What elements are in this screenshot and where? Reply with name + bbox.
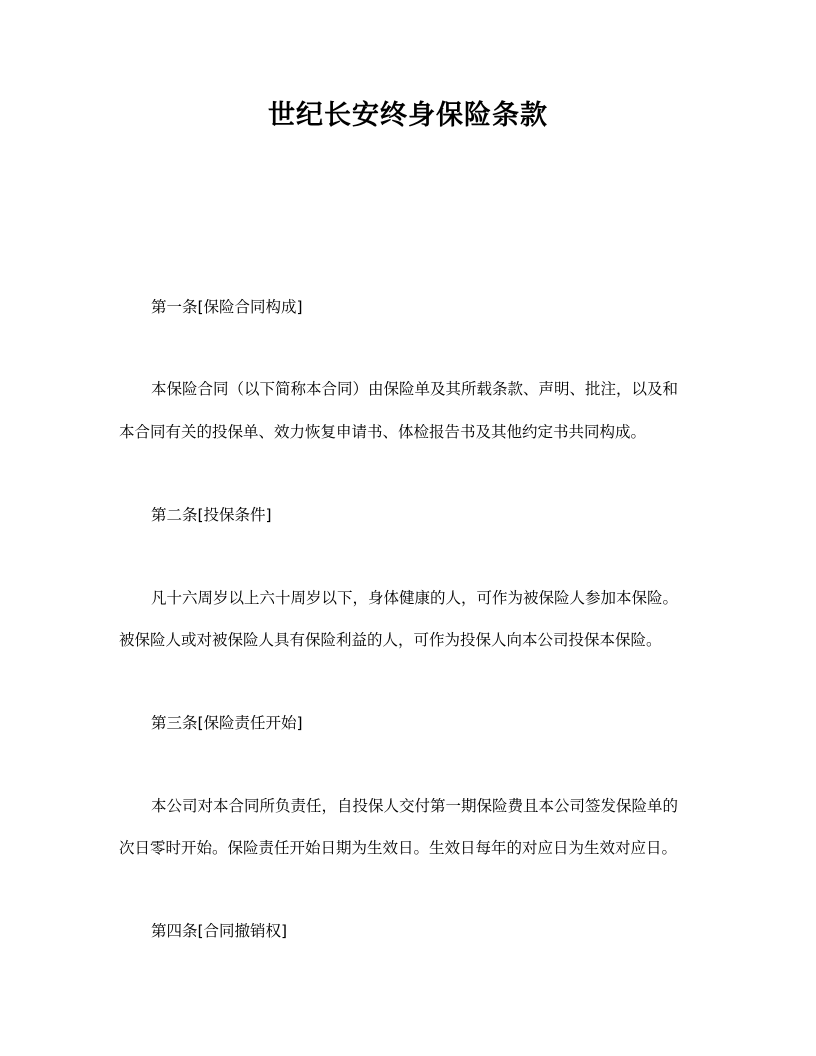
section-1-heading: 第一条[保险合同构成]: [151, 298, 303, 316]
section-3-heading: 第三条[保险责任开始]: [151, 714, 303, 732]
section-1-line-1: 本保险合同（以下简称本合同）由保险单及其所载条款、声明、批注，以及和: [151, 380, 679, 398]
section-2-line-1: 凡十六周岁以上六十周岁以下，身体健康的人，可作为被保险人参加本保险。: [151, 589, 679, 607]
section-2-line-2: 被保险人或对被保险人具有保险利益的人，可作为投保人向本公司投保本保险。: [119, 631, 662, 649]
section-2-heading: 第二条[投保条件]: [151, 506, 272, 524]
document-title: 世纪长安终身保险条款: [268, 100, 548, 131]
section-4-heading: 第四条[合同撤销权]: [151, 922, 288, 940]
section-3-line-2: 次日零时开始。保险责任开始日期为生效日。生效日每年的对应日为生效对应日。: [119, 839, 678, 857]
section-3-line-1: 本公司对本合同所负责任，自投保人交付第一期保险费且本公司签发保险单的: [151, 797, 679, 815]
section-1-line-2: 本合同有关的投保单、效力恢复申请书、体检报告书及其他约定书共同构成。: [119, 423, 647, 441]
